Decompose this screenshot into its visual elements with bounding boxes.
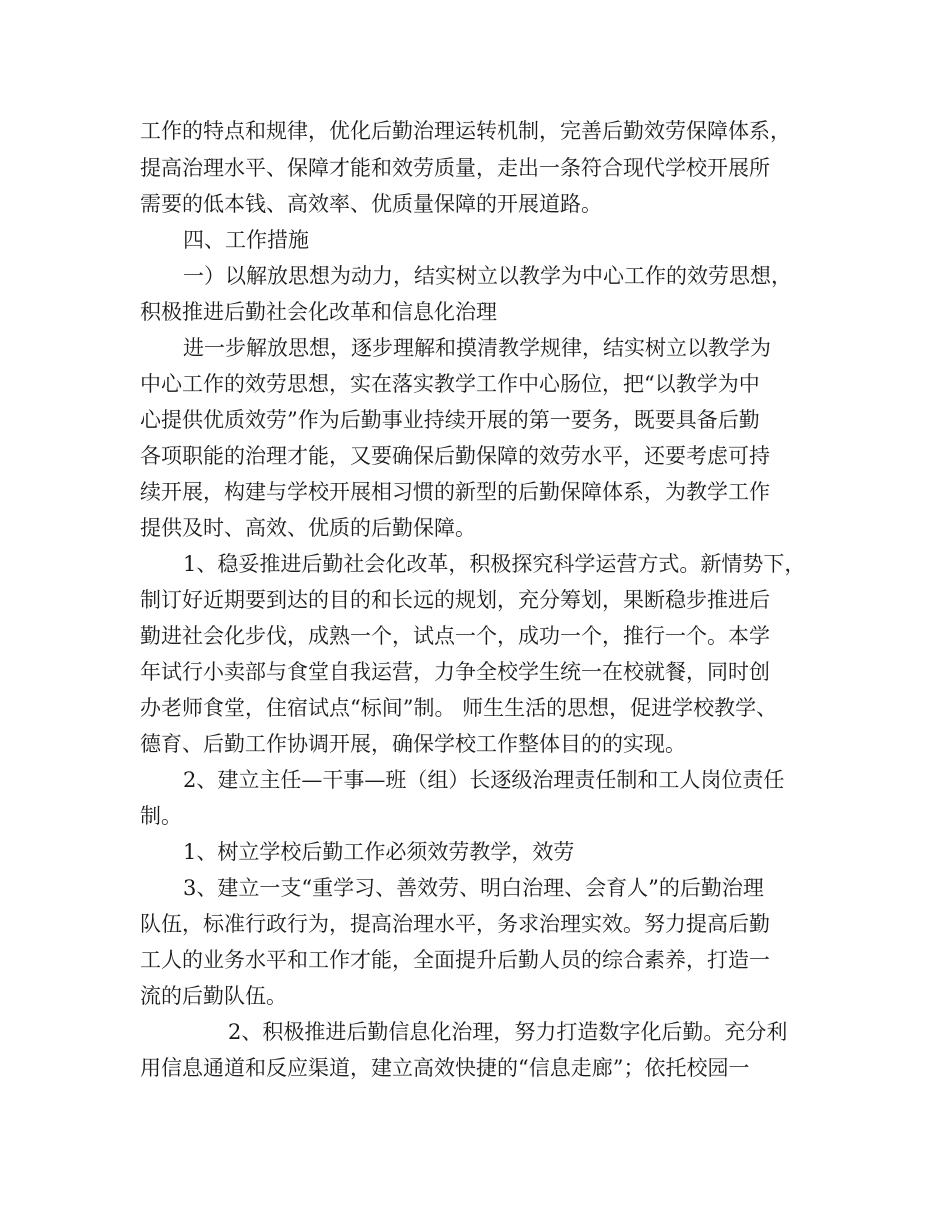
text-line: 提供及时、高效、优质的后勤保障。	[140, 516, 476, 540]
text-line: 2、积极推进后勤信息化治理，努力打造数字化后勤。充分利	[228, 1020, 788, 1044]
section-heading: 四、工作措施	[183, 228, 309, 252]
text-line: 流的后勤队伍。	[140, 984, 287, 1008]
text-line: 提高治理水平、保障才能和效劳质量，走出一条符合现代学校开展所	[140, 156, 770, 180]
text-line: 队伍，标准行政行为，提高治理水平，务求治理实效。努力提高后勤	[140, 912, 770, 936]
text-line: 工人的业务水平和工作才能，全面提升后勤人员的综合素养，打造一	[140, 948, 770, 972]
text-line: 制。	[140, 804, 182, 828]
text-line: 制订好近期要到达的目的和长远的规划，充分筹划，果断稳步推进后	[140, 588, 770, 612]
text-line: 工作的特点和规律，优化后勤治理运转机制，完善后勤效劳保障体系，	[140, 119, 791, 143]
text-line: 需要的低本钱、高效率、优质量保障的开展道路。	[140, 192, 602, 216]
subsection-heading: 一）以解放思想为动力，结实树立以教学为中心工作的效劳思想，	[183, 264, 792, 288]
text-line: 勤进社会化步伐，成熟一个，试点一个，成功一个，推行一个。本学	[140, 624, 770, 648]
text-line: 3、建立一支“重学习、善效劳、明白治理、会育人”的后勤治理	[183, 876, 764, 900]
text-line: 德育、后勤工作协调开展，确保学校工作整体目的的实现。	[140, 732, 686, 756]
text-line: 各项职能的治理才能，又要确保后勤保障的效劳水平，还要考虑可持	[140, 444, 770, 468]
text-line: 年试行小卖部与食堂自我运营，力争全校学生统一在校就餐，同时创	[140, 660, 770, 684]
text-line: 1、树立学校后勤工作必须效劳教学，效劳	[183, 840, 575, 864]
text-line: 心提供优质效劳”作为后勤事业持续开展的第一要务，既要具备后勤	[140, 408, 760, 432]
text-line: 进一步解放思想，逐步理解和摸清教学规律，结实树立以教学为	[183, 336, 771, 360]
text-line: 1、稳妥推进后勤社会化改革，积极探究科学运营方式。新情势下，	[183, 552, 806, 576]
text-line: 2、建立主任—干事—班（组）长逐级治理责任制和工人岗位责任	[183, 768, 785, 792]
text-line: 用信息通道和反应渠道，建立高效快捷的“信息走廊”；依托校园一	[140, 1056, 750, 1080]
text-line: 续开展，构建与学校开展相习惯的新型的后勤保障体系，为教学工作	[140, 480, 770, 504]
text-line: 办老师食堂，住宿试点“标间”制。 师生生活的思想，促进学校教学、	[140, 696, 778, 720]
subsection-heading-cont: 积极推进后勤社会化改革和信息化治理	[140, 300, 497, 324]
text-line: 中心工作的效劳思想，实在落实教学工作中心肠位，把“以教学为中	[140, 372, 760, 396]
